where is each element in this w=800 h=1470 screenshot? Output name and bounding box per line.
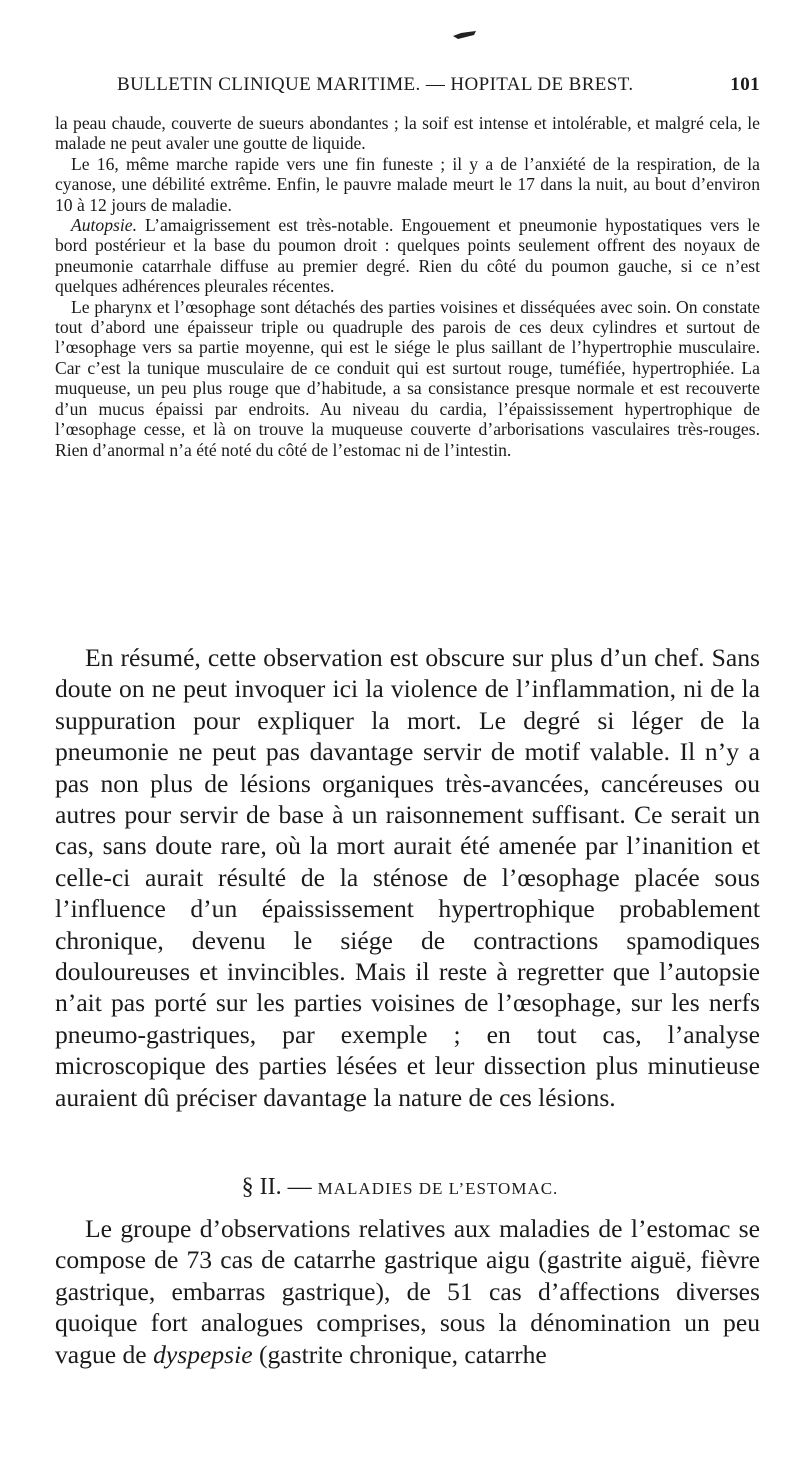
running-header [55, 74, 760, 104]
printer-ornament-icon [452, 30, 478, 40]
case-report-text [55, 113, 760, 460]
running-title: BULLETIN CLINIQUE MARITIME. — HOPITAL DE BREST. [117, 74, 634, 95]
section-number: § II. — [241, 1174, 312, 1200]
text-run: (gastrite chronique, catarrhe [252, 1339, 547, 1369]
summary-paragraph: En résumé, cette observation est obscure sur plus d’un chef. Sans doute on ne peut invoquer ici la violence de l’inflammation, ni de la suppuration pour expliquer la mort. Le degré si léger de la pneumonie ne peut pas davantage servir de motif valable. Il n’y a pas non plus de lésions organiques très-avancées, cancéreuses ou autres pour servir de base à un raisonnement suffisant. Ce serait un cas, sans doute rare, où la mort aurait été amenée par l’inanition et celle-ci aurait résulté de la sténose de l’œsophage placée sous l’influence d’un épaississement hypertrophique probablement chronique, devenu le siége de contractions spamodiques douloureuses et invincibles. Mais il reste à regretter que l’autopsie n’ait pas porté sur les parties voisines de l’œsophage, sur les nerfs pneumo-gastriques, par exemple ; en tout cas, l’analyse microscopique des parties lésées et leur dissection plus minutieuse auraient dû préciser davantage la nature de ces lésions. [55, 643, 760, 1112]
autopsy-paragraph [55, 215, 760, 297]
autopsy-text: L’amaigrissement est très-notable. Engouement et pneumonie hypostatiques vers le bord postérieur et la base du poumon droit : quelques points seulement offrent des noyaux de pneumonie catarrhale diffuse au premier degré. Rien du côté du poumon gauche, si ce n’est quelques adhérences pleurales récentes. [55, 215, 760, 297]
section-heading [0, 1174, 800, 1201]
paragraph [55, 1213, 760, 1370]
text-run: Le groupe d’observations relatives aux maladies de l’estomac se compose de 73 cas de catarrhe gastrique aigu (gastrite aiguë, fièvre gastrique, embarras gastrique), de 51 cas d’affections diverses quoique fort analogues comprises, sous la dénomination un peu vague de [55, 1214, 760, 1369]
italic-term: dyspepsie [153, 1339, 253, 1369]
summary-text [55, 642, 760, 1113]
page-number: 101 [730, 74, 760, 95]
section-title: MALADIES DE L’ESTOMAC. [317, 1179, 559, 1198]
paragraph: Le 16, même marche rapide vers une fin funeste ; il y a de l’anxiété de la respiration, de la cyanose, une débilité extrême. Enfin, le pauvre malade meurt le 17 dans la nuit, au bout d’environ 10 à 12 jours de maladie. [55, 153, 760, 215]
paragraph: la peau chaude, couverte de sueurs abondantes ; la soif est intense et intolérable, et malgré cela, le malade ne peut avaler une goutte de liquide. [55, 113, 760, 154]
stomach-section-text [55, 1213, 760, 1370]
autopsy-label: Autopsie. [71, 215, 137, 236]
paragraph: Le pharynx et l’œsophage sont détachés des parties voisines et disséquées avec soin. On constate tout d’abord une épaisseur triple ou quadruple des parois de ces deux cylindres et surtout de l’œsophage vers sa partie moyenne, qui est le siége le plus saillant de l’hypertrophie musculaire. Car c’est la tunique musculaire de ce conduit qui est surtout rouge, tuméfiée, hypertrophiée. La muqueuse, un peu plus rouge que d’habitude, a sa consistance presque normale et est recouverte d’un mucus épaissi par endroits. Au niveau du cardia, l’épaississement hypertrophique de l’œsophage cesse, et là on trouve la muqueuse couverte d’arborisations vasculaires très-rouges. Rien d’anormal n’a été noté du côté de l’estomac ni de l’intestin. [55, 296, 760, 460]
